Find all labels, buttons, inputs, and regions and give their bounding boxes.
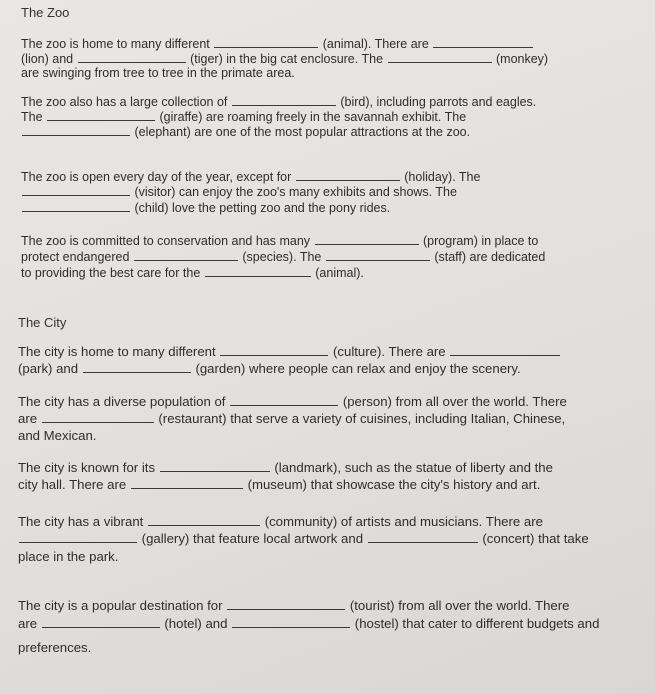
text-segment: (tiger) in the big cat enclosure. The — [190, 52, 384, 66]
blank-bird[interactable] — [232, 94, 336, 106]
city-p3-line2 — [18, 477, 540, 492]
text-segment: (culture). There are — [333, 344, 446, 359]
text-segment: (park) and — [18, 361, 79, 376]
text-segment: (hotel) and — [164, 616, 228, 631]
text-segment: (restaurant) that serve a variety of cuisines, including Italian, Chinese, — [158, 411, 566, 426]
zoo-p4-line2 — [21, 249, 545, 265]
city-p1-line1 — [18, 344, 561, 359]
text-segment: (species). The — [242, 250, 322, 264]
text-segment: The zoo also has a large collection of — [21, 95, 228, 109]
blank-tourist[interactable] — [227, 598, 345, 610]
zoo-p1-line1 — [21, 36, 534, 52]
blank-restaurant[interactable] — [42, 411, 154, 423]
text-segment: protect endangered — [21, 250, 130, 264]
text-segment: are — [18, 616, 38, 631]
text-segment: (animal). There are — [322, 37, 429, 51]
zoo-p1-line2 — [21, 51, 548, 67]
blank-giraffe[interactable] — [47, 109, 155, 121]
city-p4-line2 — [18, 531, 589, 546]
text-segment: The zoo is committed to conservation and has many — [21, 234, 311, 248]
text-segment: (community) of artists and musicians. There are — [264, 514, 543, 529]
city-p1-line2 — [18, 361, 521, 376]
text-segment: (monkey) — [496, 52, 549, 66]
blank-landmark[interactable] — [160, 460, 270, 472]
city-p5-line3: preferences. — [18, 640, 92, 655]
section-title-city: The City — [18, 315, 67, 330]
text-segment: are — [18, 411, 38, 426]
blank-animal-2[interactable] — [205, 265, 311, 277]
city-p2-line2 — [18, 411, 565, 426]
text-segment: (museum) that showcase the city's history and art. — [247, 477, 541, 492]
text-segment: The city is a popular destination for — [18, 598, 223, 613]
city-p2-line3: and Mexican. — [18, 428, 97, 443]
blank-holiday[interactable] — [296, 169, 400, 181]
blank-person[interactable] — [230, 394, 338, 406]
text-segment: The city is known for its — [18, 460, 156, 475]
text-segment: (gallery) that feature local artwork and — [141, 531, 364, 546]
blank-visitor[interactable] — [22, 184, 130, 196]
text-segment: (lion) and — [21, 52, 74, 66]
zoo-p3-line1 — [21, 169, 480, 185]
blank-museum[interactable] — [131, 477, 243, 489]
zoo-p2-line1 — [21, 94, 536, 110]
text-segment: The zoo is open every day of the year, except for — [21, 170, 292, 184]
text-segment: (landmark), such as the statue of liberty and the — [274, 460, 553, 475]
blank-elephant[interactable] — [22, 124, 130, 136]
text-segment: The — [21, 110, 43, 124]
blank-garden[interactable] — [83, 361, 191, 373]
city-p4-line3: place in the park. — [18, 549, 119, 564]
city-p5-line1 — [18, 598, 570, 613]
blank-concert[interactable] — [368, 531, 478, 543]
city-p2-line1 — [18, 394, 567, 409]
blank-staff[interactable] — [326, 249, 430, 261]
city-p4-line1 — [18, 514, 543, 529]
text-segment: (animal). — [315, 266, 364, 280]
text-segment: (bird), including parrots and eagles. — [340, 95, 537, 109]
text-segment: (tourist) from all over the world. There — [349, 598, 570, 613]
text-segment: (concert) that take — [482, 531, 589, 546]
text-segment: (holiday). The — [404, 170, 481, 184]
text-segment: (hostel) that cater to different budgets and — [354, 616, 600, 631]
blank-community[interactable] — [148, 514, 260, 526]
text-segment: to providing the best care for the — [21, 266, 201, 280]
text-segment: The city has a diverse population of — [18, 394, 226, 409]
blank-animal-1[interactable] — [214, 36, 318, 48]
blank-monkey[interactable] — [388, 51, 492, 63]
text-segment: The city is home to many different — [18, 344, 216, 359]
zoo-p4-line3 — [21, 265, 364, 281]
city-p5-line2 — [18, 616, 599, 631]
text-segment: (person) from all over the world. There — [342, 394, 567, 409]
text-segment: (child) love the petting zoo and the pony rides. — [134, 201, 391, 215]
zoo-p3-line2 — [21, 184, 457, 200]
blank-lion[interactable] — [433, 36, 533, 48]
blank-hotel[interactable] — [42, 616, 160, 628]
blank-culture[interactable] — [220, 344, 328, 356]
text-segment: The zoo is home to many different — [21, 37, 210, 51]
blank-park[interactable] — [450, 344, 560, 356]
text-segment: (staff) are dedicated — [434, 250, 546, 264]
section-title-zoo: The Zoo — [21, 5, 70, 20]
text-segment: (visitor) can enjoy the zoo's many exhibits and shows. The — [134, 185, 457, 199]
blank-gallery[interactable] — [19, 531, 137, 543]
text-segment: (program) in place to — [423, 234, 539, 248]
zoo-p2-line2 — [21, 109, 466, 125]
zoo-p3-line3 — [21, 200, 390, 216]
text-segment: (garden) where people can relax and enjoy the scenery. — [195, 361, 521, 376]
text-segment: (giraffe) are roaming freely in the savannah exhibit. The — [159, 110, 467, 124]
blank-tiger[interactable] — [78, 51, 186, 63]
text-segment: city hall. There are — [18, 477, 127, 492]
blank-program[interactable] — [315, 233, 419, 245]
blank-species[interactable] — [134, 249, 238, 261]
text-segment: (elephant) are one of the most popular attractions at the zoo. — [134, 125, 471, 139]
zoo-p2-line3 — [21, 124, 470, 140]
blank-child[interactable] — [22, 200, 130, 212]
text-segment: The city has a vibrant — [18, 514, 144, 529]
city-p3-line1 — [18, 460, 553, 475]
zoo-p1-line3: are swinging from tree to tree in the primate area. — [21, 66, 295, 80]
blank-hostel[interactable] — [232, 616, 350, 628]
zoo-p4-line1 — [21, 233, 538, 249]
